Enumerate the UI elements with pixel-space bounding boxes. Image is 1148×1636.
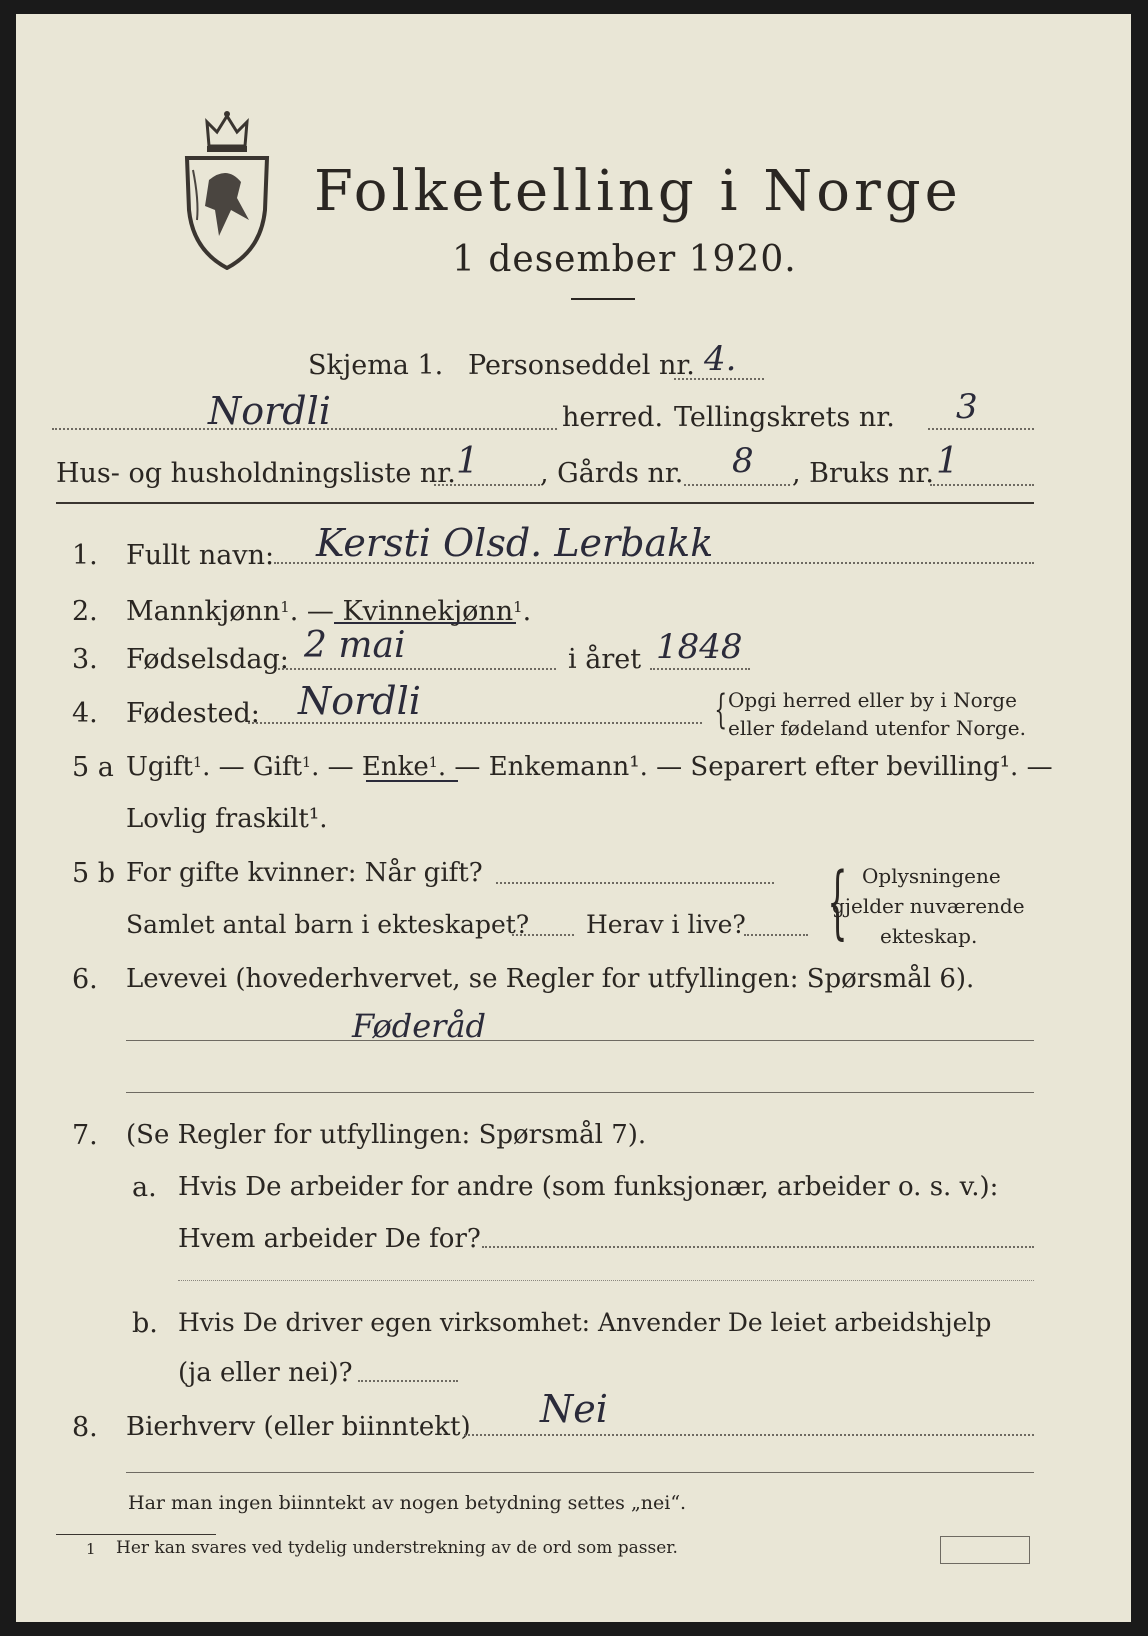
q7b-line bbox=[358, 1380, 458, 1382]
q7b-number: b. bbox=[132, 1308, 158, 1339]
q5b-label: For gifte kvinner: Når gift? bbox=[126, 858, 483, 888]
q5b-barn: Samlet antal barn i ekteskapet? bbox=[126, 910, 530, 939]
personseddel-value: 4. bbox=[704, 339, 737, 379]
q4-note-1: Opgi herred eller by i Norge bbox=[728, 688, 1017, 712]
q7-number: 7. bbox=[72, 1120, 98, 1151]
q5b-note-2: gjelder nuværende bbox=[832, 894, 1025, 918]
q6-line-1 bbox=[126, 1040, 1034, 1041]
hus-label: Hus- og husholdningsliste nr. bbox=[56, 458, 456, 489]
q3-year-line bbox=[650, 668, 750, 670]
q5a-enke: . — Enke bbox=[311, 752, 429, 782]
q8-line bbox=[464, 1434, 1034, 1436]
q5b-note-1: Oplysningene bbox=[862, 864, 1001, 888]
q3-year-value: 1848 bbox=[656, 627, 743, 667]
q7a-label: Hvis De arbeider for andre (som funksjonær, arbeider o. s. v.): bbox=[178, 1172, 999, 1202]
form-title: Folketelling i Norge bbox=[314, 159, 962, 224]
tellingskrets-label: Tellingskrets nr. bbox=[674, 402, 895, 433]
q7a-line-2 bbox=[178, 1280, 1034, 1281]
q2-kvinnekjonn: Kvinnekjønn bbox=[342, 596, 514, 627]
footer-note: Har man ingen biinntekt av nogen betydning settes „nei“. bbox=[128, 1492, 687, 1514]
q7-label: (Se Regler for utfyllingen: Spørsmål 7). bbox=[126, 1120, 647, 1150]
q2-mannkjonn: Mannkjønn bbox=[126, 596, 281, 627]
q8-line-2 bbox=[126, 1472, 1034, 1473]
printer-stamp bbox=[940, 1536, 1030, 1564]
q3-number: 3. bbox=[72, 644, 98, 675]
q3-value: 2 mai bbox=[304, 625, 406, 666]
bruks-value: 1 bbox=[936, 441, 959, 482]
q5b-live: Herav i live? bbox=[586, 910, 746, 939]
census-date: 1 desember 1920. bbox=[452, 239, 797, 280]
q4-label: Fødested: bbox=[126, 698, 260, 729]
q5a-number: 5 a bbox=[72, 752, 114, 783]
q2-end: . bbox=[522, 596, 532, 627]
hus-line bbox=[434, 484, 540, 486]
q5a-enke-underline bbox=[366, 780, 458, 782]
q7a-question: Hvem arbeider De for? bbox=[178, 1224, 481, 1254]
q1-value: Kersti Olsd. Lerbakk bbox=[316, 521, 714, 565]
q6-value: Føderåd bbox=[352, 1007, 486, 1045]
footnote-divider bbox=[56, 1534, 216, 1535]
q7b-question: (ja eller nei)? bbox=[178, 1358, 353, 1388]
q5a-ugift: Ugift bbox=[126, 752, 193, 782]
q3-year-label: i året bbox=[568, 644, 642, 675]
q2-separator: . — bbox=[289, 596, 334, 627]
q6-line-2 bbox=[126, 1092, 1034, 1093]
q4-number: 4. bbox=[72, 698, 98, 729]
q5a-line2: Lovlig fraskilt¹. bbox=[126, 804, 328, 834]
q5b-line bbox=[496, 882, 774, 884]
bruks-line bbox=[930, 484, 1034, 486]
personseddel-label: Personseddel nr. bbox=[468, 350, 695, 381]
q8-number: 8. bbox=[72, 1412, 98, 1443]
q7b-label: Hvis De driver egen virksomhet: Anvender De leiet arbeidshjelp bbox=[178, 1308, 992, 1337]
q1-number: 1. bbox=[72, 540, 98, 571]
q2-gender-options: Mannkjønn$^1$. — Kvinnekjønn$^1$. bbox=[126, 596, 532, 627]
footnote-mark: 1 bbox=[86, 1540, 96, 1558]
q4-note-2: eller fødeland utenfor Norge. bbox=[728, 716, 1026, 740]
q5a-gift: . — Gift bbox=[202, 752, 303, 782]
coat-of-arms-icon bbox=[179, 110, 275, 270]
gards-line bbox=[684, 484, 790, 486]
hus-value: 1 bbox=[456, 441, 479, 482]
q3-line bbox=[278, 668, 556, 670]
q3-label: Fødselsdag: bbox=[126, 644, 289, 675]
tellingskrets-value: 3 bbox=[956, 387, 978, 427]
q8-value: Nei bbox=[540, 1387, 608, 1431]
q5b-barn-line bbox=[512, 934, 574, 936]
q5b-live-line bbox=[744, 934, 808, 936]
gards-value: 8 bbox=[732, 441, 754, 481]
footnote-text: Her kan svares ved tydelig understrekning av de ord som passer. bbox=[116, 1538, 678, 1558]
q2-number: 2. bbox=[72, 596, 98, 627]
q6-number: 6. bbox=[72, 964, 98, 995]
q7a-line bbox=[482, 1246, 1034, 1248]
title-divider bbox=[571, 298, 635, 300]
q5a-rest: . — Enkemann¹. — Separert efter bevilling¹. — bbox=[437, 752, 1053, 782]
census-form-page bbox=[16, 14, 1131, 1622]
q7a-number: a. bbox=[132, 1172, 157, 1203]
q5b-note-3: ekteskap. bbox=[880, 924, 978, 948]
herred-label: herred. bbox=[562, 402, 664, 433]
q5b-brace: { bbox=[827, 855, 848, 948]
skjema-label: Skjema 1. bbox=[308, 350, 444, 381]
q5a-options: Ugift$^1$. — Gift$^1$. — Enke$^1$. — Enkemann¹. — Separert efter bevilling¹. — bbox=[126, 752, 1053, 782]
tellingskrets-line bbox=[928, 428, 1034, 430]
q8-label: Bierhverv (eller biinntekt) bbox=[126, 1412, 471, 1442]
header-divider bbox=[56, 502, 1034, 504]
q5b-number: 5 b bbox=[72, 858, 116, 889]
q4-value: Nordli bbox=[298, 679, 421, 723]
q6-label: Levevei (hovederhvervet, se Regler for utfyllingen: Spørsmål 6). bbox=[126, 964, 975, 994]
bruks-label: , Bruks nr. bbox=[792, 458, 935, 489]
herred-value: Nordli bbox=[208, 389, 331, 433]
q2-kvinnekjonn-underline bbox=[334, 622, 516, 624]
q1-label: Fullt navn: bbox=[126, 540, 275, 571]
q4-brace: { bbox=[714, 687, 728, 733]
gards-label: , Gårds nr. bbox=[540, 458, 684, 489]
